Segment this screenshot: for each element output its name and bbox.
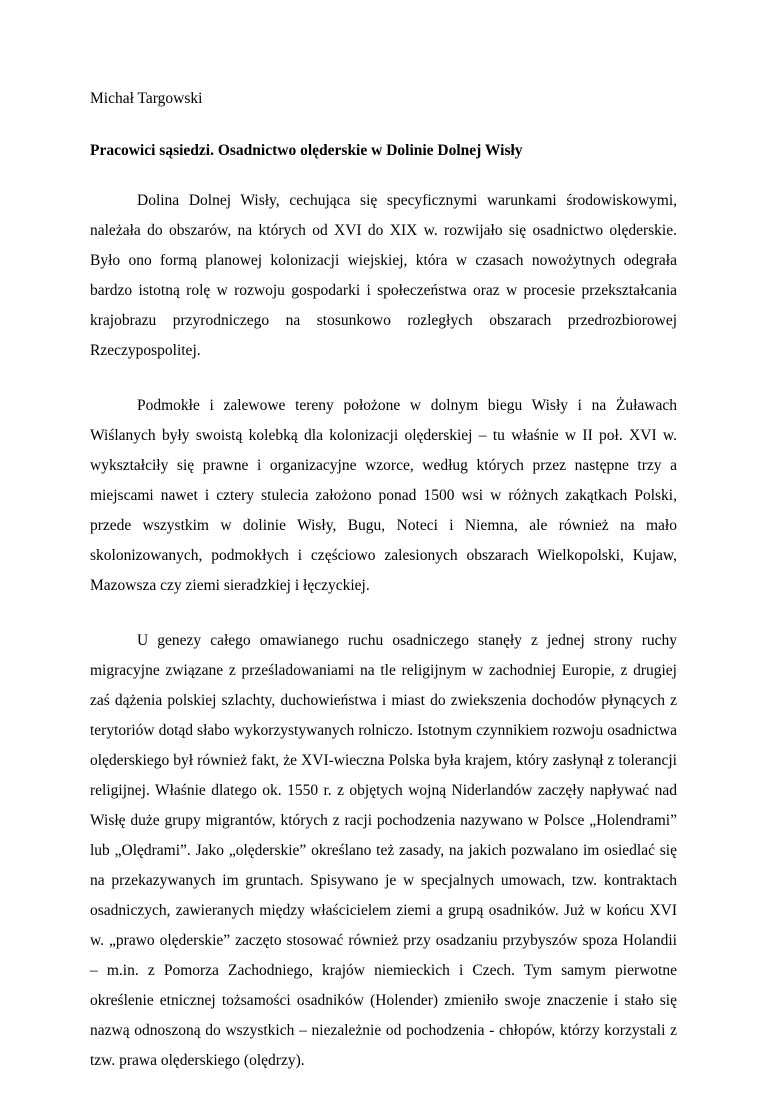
author-name: Michał Targowski — [90, 90, 203, 107]
paragraph-1: Dolina Dolnej Wisły, cechująca się specyficznymi warunkami środowiskowymi, należała do obszarów, na których od XVI do XIX w. rozwijało się osadnictwo olęderskie. Było ono formą planowej kolonizacji wiejskiej, która w czasach nowożytnych odegrała bardzo istotną rolę w rozwoju gospodarki i społeczeństwa oraz w procesie przekształcania krajobrazu przyrodniczego na stosunkowo rozległych obszarach przedrozbiorowej Rzeczypospolitej. — [90, 192, 677, 359]
paragraph-2: Podmokłe i zalewowe tereny położone w dolnym biegu Wisły i na Żuławach Wiślanych były swoistą kolebką dla kolonizacji olęderskiej – tu właśnie w II poł. XVI w. wykształciły się prawne i organizacyjne wzorce, według których przez następne trzy a miejscami nawet i cztery stulecia założono ponad 1500 wsi w różnych zakątkach Polski, przede wszystkim w dolinie Wisły, Bugu, Noteci i Niemna, ale również na mało skolonizowanych, podmokłych i częściowo zalesionych obszarach Wielkopolski, Kujaw, Mazowsza czy ziemi sieradzkiej i łęczyckiej. — [90, 397, 677, 594]
paragraph-3: U genezy całego omawianego ruchu osadniczego stanęły z jednej strony ruchy migracyjne związane z prześladowaniami na tle religijnym w zachodniej Europie, z drugiej zaś dążenia polskiej szlachty, duchowieństwa i miast do zwiekszenia dochodów płynących z terytoriów dotąd słabo wykorzystywanych rolniczo. Istotnym czynnikiem rozwoju osadnictwa olęderskiego był również fakt, że XVI-wieczna Polska była krajem, który zasłynął z tolerancji religijnej. Właśnie dlatego ok. 1550 r. z objętych wojną Niderlandów zaczęły napływać nad Wisłę duże grupy migrantów, których z racji pochodzenia nazywano w Polsce „Holendrami” lub „Olędrami”. Jako „olęderskie” określano też zasady, na jakich pozwalano im osiedlać się na przekazywanych im gruntach. Spisywano je w specjalnych umowach, tzw. kontraktach osadniczych, zawieranych między właścicielem ziemi a grupą osadników. Już w końcu XVI w. „prawo olęderskie” zaczęto stosować również przy osadzaniu przybyszów spoza Holandii – m.in. z Pomorza Zachodniego, krajów niemieckich i Czech. Tym samym pierwotne określenie etnicznej tożsamości osadników (Holender) zmieniło swoje znaczenie i stało się nazwą odnoszoną do wszystkich – niezależnie od pochodzenia - chłopów, którzy korzystali z tzw. prawa olęderskiego (olędrzy). — [90, 632, 677, 1069]
document-title: Pracowici sąsiedzi. Osadnictwo olęderskie w Dolinie Dolnej Wisły — [90, 142, 523, 159]
document-page — [90, 84, 677, 1101]
